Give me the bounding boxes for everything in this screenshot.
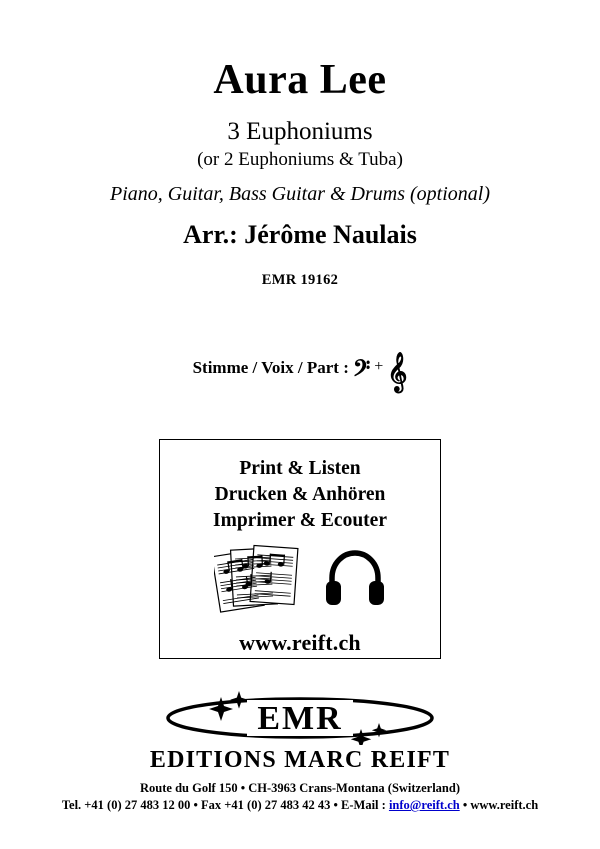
separator-2: •: [333, 798, 338, 813]
catalog-number: EMR 19162: [261, 272, 339, 289]
email-link[interactable]: info@reift.ch: [388, 798, 460, 813]
phone-number: Tel. +41 (0) 27 483 12 00: [61, 798, 191, 813]
plus-sign: +: [374, 358, 384, 376]
instrumentation: 3 Euphoniums: [227, 118, 373, 146]
promo-line-german: Drucken & Anhören: [214, 483, 386, 505]
emr-logo-icon: [155, 689, 445, 745]
page-title: Aura Lee: [213, 57, 387, 103]
part-label: Stimme / Voix / Part :: [192, 358, 349, 378]
promo-line-french: Imprimer & Ecouter: [212, 509, 387, 531]
headphones-icon: [324, 548, 386, 613]
sheet-music-icon: [214, 539, 310, 622]
treble-clef-icon: 𝄞: [387, 354, 408, 392]
arranger-credit: Arr.: Jérôme Naulais: [183, 220, 417, 250]
separator-1: •: [193, 798, 198, 813]
publisher-website[interactable]: www.reift.ch: [470, 798, 539, 813]
fax-number: Fax +41 (0) 27 483 42 43: [201, 798, 331, 813]
print-and-listen-box: [159, 439, 441, 659]
separator-3: •: [462, 798, 468, 813]
publisher-contact: [62, 798, 538, 813]
promo-url[interactable]: www.reift.ch: [239, 630, 361, 656]
part-designation: [192, 351, 408, 392]
publisher-name: EDITIONS MARC REIFT: [149, 747, 451, 774]
bass-clef-icon: 𝄢: [352, 355, 371, 386]
accompaniment-line: Piano, Guitar, Bass Guitar & Drums (optional): [109, 183, 491, 206]
publisher-block: [62, 689, 538, 813]
promo-line-english: Print & Listen: [239, 458, 361, 480]
svg-text:EMR: EMR: [257, 700, 343, 738]
promo-graphics: [214, 539, 386, 621]
publisher-address: Route du Golf 150 • CH-3963 Crans-Montana (Switzerland): [140, 781, 460, 796]
email-label: E-Mail :: [341, 798, 386, 813]
instrumentation-alternative: (or 2 Euphoniums & Tuba): [197, 148, 403, 170]
